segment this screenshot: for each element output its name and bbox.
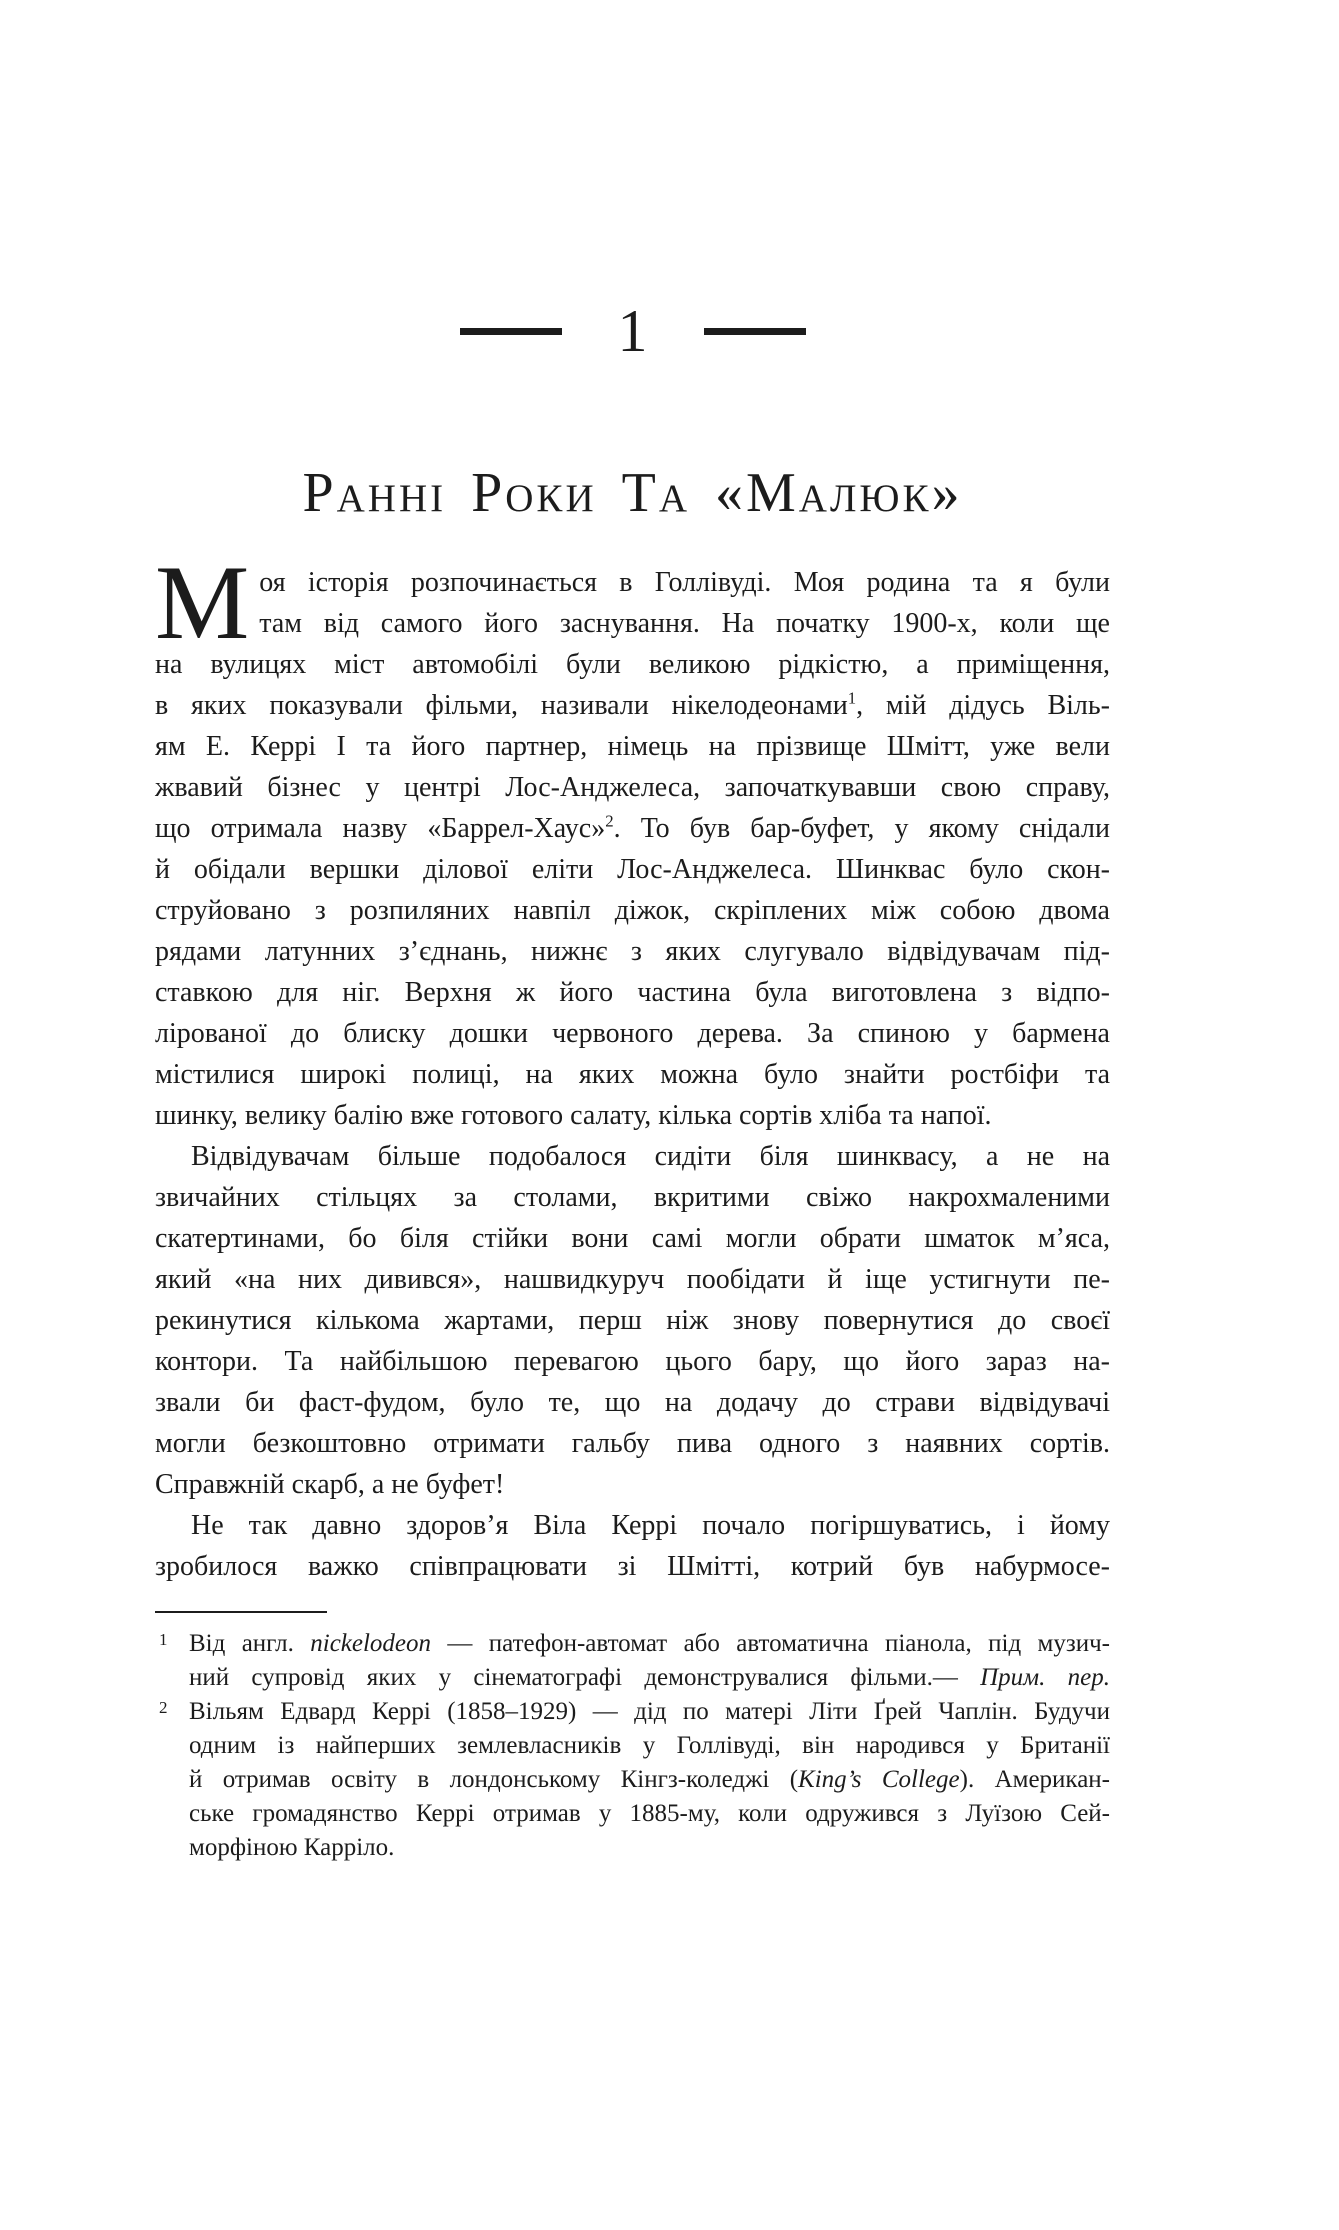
text-line <box>155 1423 1110 1464</box>
text-segment: , мій дідусь Віль- <box>856 690 1110 721</box>
paragraph <box>155 544 1110 1136</box>
footnote-marker: 1 <box>159 1630 168 1649</box>
text-line <box>155 1054 1110 1095</box>
text-line <box>155 808 1110 849</box>
footnotes <box>155 1627 1110 1865</box>
text-segment: скатертинами, бо біля стійки вони самі могли обрати шматок м’яса, <box>155 1223 1110 1254</box>
text-line <box>155 1546 1110 1587</box>
chapter-heading <box>155 300 1110 362</box>
text-segment: там від самого його заснування. На початку 1900-х, коли ще <box>259 608 1110 639</box>
text-line <box>155 644 1110 685</box>
text-line <box>155 603 1110 644</box>
text-segment: шинку, велику балію вже готового салату, кілька сортів хліба та напої. <box>155 1100 992 1131</box>
text-line <box>155 685 1110 726</box>
text-segment: жвавий бізнес у центрі Лос-Анджелеса, започаткувавши свою справу, <box>155 772 1110 803</box>
text-line <box>155 972 1110 1013</box>
footnote-ref: 2 <box>605 811 614 831</box>
text-line <box>189 1695 1110 1729</box>
text-segment: містилися широкі полиці, на яких можна було знайти ростбіфи та <box>155 1059 1110 1090</box>
text-line <box>155 562 1110 603</box>
text-segment: рядами латунних з’єднань, нижнє з яких слугувало відвідувачам під- <box>155 936 1110 967</box>
paragraph <box>155 1505 1110 1587</box>
text-line <box>155 767 1110 808</box>
text-line <box>155 890 1110 931</box>
text-line <box>155 931 1110 972</box>
text-line <box>155 1341 1110 1382</box>
text-segment: морфіною Карріло. <box>189 1834 395 1861</box>
text-line <box>189 1831 1110 1865</box>
text-segment: лірованої до блиску дошки червоного дерева. За спиною у бармена <box>155 1018 1110 1049</box>
text-segment: ям Е. Керрі І та його партнер, німець на прізвище Шмітт, уже вели <box>155 731 1110 762</box>
text-segment: — патефон-автомат або автоматична піанола, під музич- <box>431 1630 1110 1657</box>
heading-rule-left <box>460 328 562 335</box>
body-text <box>155 544 1110 1587</box>
text-segment: контори. Та найбільшою перевагою цього бару, що його зараз на- <box>155 1346 1110 1377</box>
text-segment: Вільям Едвард Керрі (1858–1929) — дід по матері Літи Ґрей Чаплін. Будучи <box>189 1698 1110 1725</box>
text-line <box>155 1300 1110 1341</box>
text-line <box>155 1218 1110 1259</box>
text-segment: Не так давно здоров’я Віла Керрі почало погіршуватись, і йому <box>191 1510 1110 1541</box>
text-segment: ставкою для ніг. Верхня ж його частина була виготовлена з відпо- <box>155 977 1110 1008</box>
text-segment: ). Американ- <box>959 1766 1110 1793</box>
text-line <box>155 1177 1110 1218</box>
text-line <box>189 1661 1110 1695</box>
footnote <box>155 1627 1110 1695</box>
text-segment: ське громадянство Керрі отримав у 1885-му, коли одружився з Луїзою Сей- <box>189 1800 1110 1827</box>
text-line <box>155 1382 1110 1423</box>
text-segment: що отримала назву «Баррел-Хаус» <box>155 813 606 844</box>
text-line <box>189 1763 1110 1797</box>
text-segment: рекинутися кількома жартами, перш ніж знову повернутися до своєї <box>155 1305 1110 1336</box>
text-segment: струйовано з розпиляних навпіл діжок, скріплених між собою двома <box>155 895 1110 926</box>
text-line <box>189 1729 1110 1763</box>
text-segment: на вулицях міст автомобілі були великою рідкістю, а приміщення, <box>155 649 1110 680</box>
text-segment: могли безкоштовно отримати гальбу пива одного з наявних сортів. <box>155 1428 1110 1459</box>
text-segment: оя історія розпочинається в Голлівуді. Моя родина та я були <box>259 567 1110 598</box>
footnote-ref: 1 <box>847 688 857 708</box>
text-segment: Відвідувачам більше подобалося сидіти біля шинквасу, а не на <box>191 1141 1110 1172</box>
text-segment: зробилося важко співпрацювати зі Шмітті, котрий був набурмосе- <box>155 1551 1110 1582</box>
text-line <box>155 1464 1110 1505</box>
italic-text: Прим. пер. <box>980 1664 1110 1691</box>
text-segment: одним із найперших землевласників у Голлівуді, він народився у Британії <box>189 1732 1110 1759</box>
text-line <box>155 1013 1110 1054</box>
text-segment: й отримав освіту в лондонському Кінгз-коледжі ( <box>189 1766 799 1793</box>
text-line <box>155 849 1110 890</box>
text-segment: Справжній скарб, а не буфет! <box>155 1469 505 1500</box>
text-segment: Від англ. <box>189 1630 311 1657</box>
footnote-marker: 2 <box>159 1698 168 1717</box>
text-line <box>189 1627 1110 1661</box>
text-line <box>155 1505 1110 1546</box>
text-segment: який «на них дивився», нашвидкуруч пообідати й іще устигнути пе- <box>155 1264 1110 1295</box>
text-segment: ний супровід яких у сінематографі демонструвалися фільми.— <box>189 1664 981 1691</box>
heading-rule-right <box>704 328 806 335</box>
text-segment: звали би фаст-фудом, було те, що на додачу до страви відвідувачі <box>155 1387 1110 1418</box>
text-line <box>155 726 1110 767</box>
text-segment: в яких показували фільми, називали нікелодеонами <box>155 690 848 721</box>
footnote <box>155 1695 1110 1865</box>
drop-cap: М <box>155 544 250 661</box>
text-segment: . То був бар-буфет, у якому снідали <box>613 813 1110 844</box>
chapter-number: 1 <box>617 298 648 364</box>
book-page <box>155 300 1110 1865</box>
text-line <box>155 1136 1110 1177</box>
text-line <box>189 1797 1110 1831</box>
chapter-title: Ранні Роки Та «Малюк» <box>302 462 963 524</box>
text-line <box>155 1095 1110 1136</box>
text-segment: й обідали вершки ділової еліти Лос-Анджелеса. Шинквас було скон- <box>155 854 1110 885</box>
italic-text: King’s College <box>798 1766 960 1793</box>
paragraph <box>155 1136 1110 1505</box>
text-segment: звичайних стільцях за столами, вкритими свіжо накрохмаленими <box>155 1182 1110 1213</box>
footnote-separator <box>155 1611 327 1613</box>
text-line <box>155 1259 1110 1300</box>
italic-text: nickelodeon <box>310 1630 432 1657</box>
